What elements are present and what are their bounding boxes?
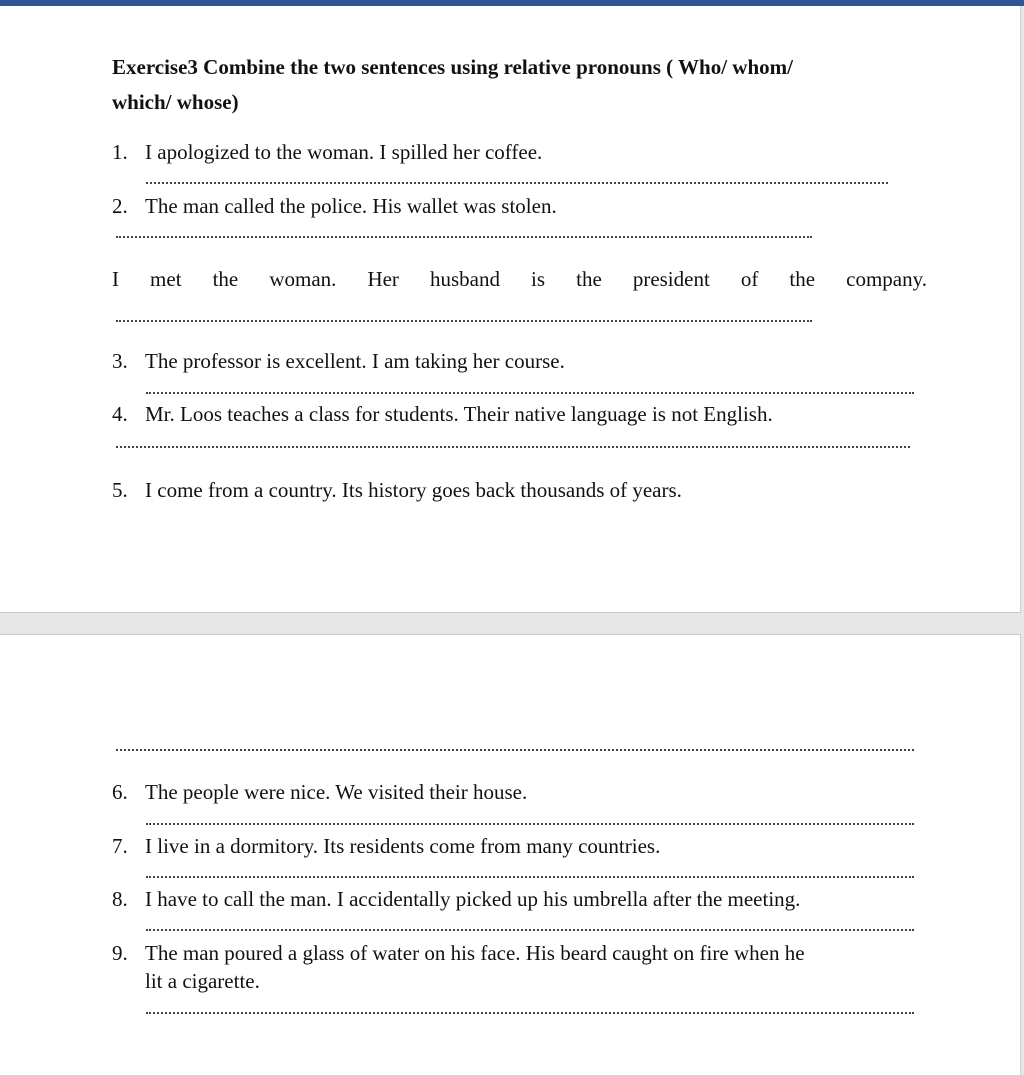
item-7-text: I live in a dormitory. Its residents come from many countries.: [145, 834, 661, 858]
item-9-text-line-1: The man poured a glass of water on his face. His beard caught on fire when he: [145, 941, 805, 965]
answer-line-extra[interactable]: [116, 320, 812, 322]
answer-line-1[interactable]: [146, 182, 888, 184]
exercise-title-line-2: which/ whose): [112, 90, 239, 114]
extra-sentence: I met the woman. Her husband is the president of the company.: [112, 267, 927, 291]
item-6-number: 6.: [112, 780, 128, 804]
item-6-text: The people were nice. We visited their house.: [145, 780, 528, 804]
exercise-title-line-1: Exercise3 Combine the two sentences using relative pronouns ( Who/ whom/: [112, 55, 793, 79]
item-1-text: I apologized to the woman. I spilled her coffee.: [145, 140, 543, 164]
item-2-number: 2.: [112, 194, 128, 218]
item-4-number: 4.: [112, 402, 128, 426]
item-3-text: The professor is excellent. I am taking her course.: [145, 349, 565, 373]
item-5-number: 5.: [112, 478, 128, 502]
answer-line-2[interactable]: [116, 236, 812, 238]
answer-line-9[interactable]: [146, 1012, 914, 1014]
answer-line-4[interactable]: [116, 446, 910, 448]
item-8-text: I have to call the man. I accidentally picked up his umbrella after the meeting.: [145, 887, 801, 911]
item-3-number: 3.: [112, 349, 128, 373]
answer-line-6[interactable]: [146, 823, 914, 825]
answer-line-7[interactable]: [146, 876, 914, 878]
item-2-text: The man called the police. His wallet was stolen.: [145, 194, 557, 218]
answer-line-5[interactable]: [116, 749, 914, 751]
item-1-number: 1.: [112, 140, 128, 164]
item-7-number: 7.: [112, 834, 128, 858]
item-9-number: 9.: [112, 941, 128, 965]
item-4-text: Mr. Loos teaches a class for students. Their native language is not English.: [145, 402, 773, 426]
item-8-number: 8.: [112, 887, 128, 911]
answer-line-8[interactable]: [146, 929, 914, 931]
item-5-text: I come from a country. Its history goes back thousands of years.: [145, 478, 682, 502]
answer-line-3[interactable]: [146, 392, 914, 394]
item-9-text-line-2: lit a cigarette.: [145, 969, 260, 993]
